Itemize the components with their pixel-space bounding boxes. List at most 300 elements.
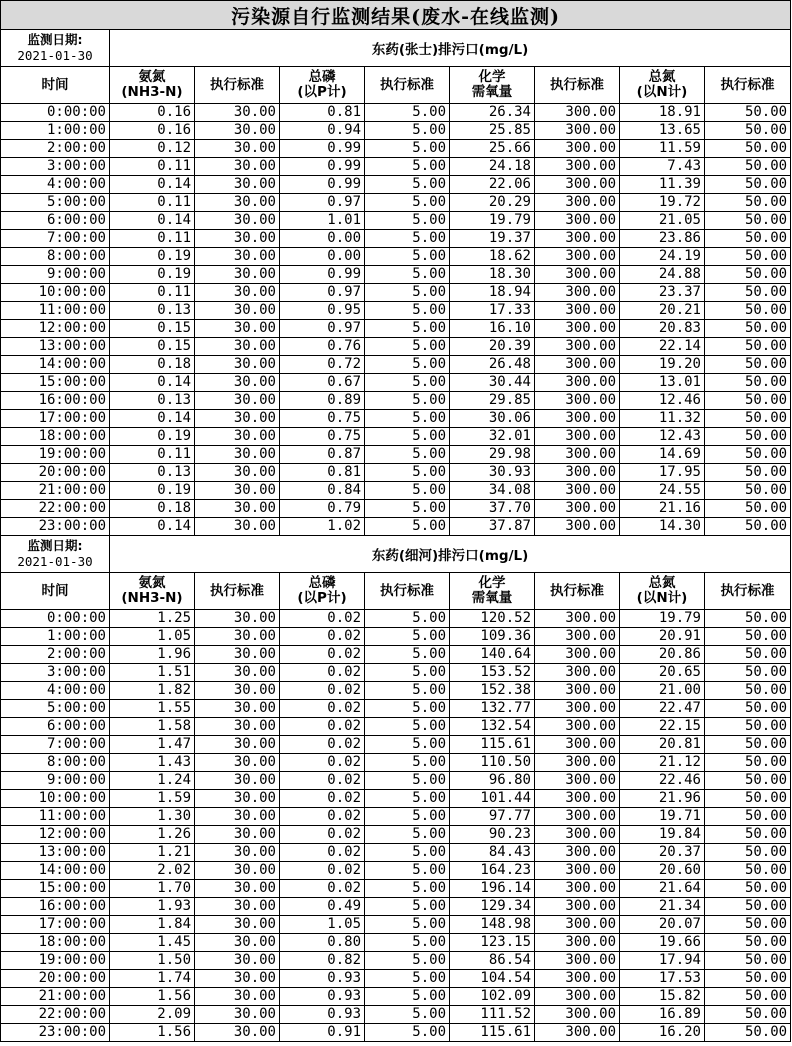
cell-cod-standard: 300.00 (535, 140, 620, 158)
cell-time: 0:00:00 (1, 610, 110, 628)
cell-tn: 20.86 (620, 646, 705, 664)
cell-time: 21:00:00 (1, 988, 110, 1006)
cell-tn: 19.72 (620, 194, 705, 212)
cell-tp: 0.02 (280, 826, 365, 844)
cell-cod: 19.79 (450, 212, 535, 230)
cell-nh3: 1.56 (110, 988, 195, 1006)
cell-nh3-standard: 30.00 (195, 934, 280, 952)
cell-tp: 0.95 (280, 302, 365, 320)
header-standard (365, 573, 450, 610)
cell-cod-standard: 300.00 (535, 682, 620, 700)
cell-nh3-standard: 30.00 (195, 1006, 280, 1024)
cell-nh3: 1.43 (110, 754, 195, 772)
cell-tn: 21.16 (620, 500, 705, 518)
cell-nh3: 0.15 (110, 338, 195, 356)
header-standard (535, 573, 620, 610)
header-tp-line-2: (以P计) (297, 590, 347, 606)
cell-tp: 0.67 (280, 374, 365, 392)
cell-tn-standard: 50.00 (705, 392, 791, 410)
table-row (1, 880, 791, 898)
cell-nh3: 0.12 (110, 140, 195, 158)
cell-cod: 20.39 (450, 338, 535, 356)
cell-tn: 19.79 (620, 610, 705, 628)
cell-cod: 30.93 (450, 464, 535, 482)
cell-tp-standard: 5.00 (365, 970, 450, 988)
cell-cod: 164.23 (450, 862, 535, 880)
cell-tn-standard: 50.00 (705, 464, 791, 482)
cell-cod: 152.38 (450, 682, 535, 700)
table-row (1, 248, 791, 266)
header-standard (195, 67, 280, 104)
cell-tp: 1.02 (280, 518, 365, 536)
cell-tn: 21.00 (620, 682, 705, 700)
cell-nh3-standard: 30.00 (195, 140, 280, 158)
header-tp-line-2: (以P计) (297, 84, 347, 100)
cell-nh3: 1.05 (110, 628, 195, 646)
cell-tp-standard: 5.00 (365, 952, 450, 970)
cell-time: 18:00:00 (1, 428, 110, 446)
cell-cod-standard: 300.00 (535, 212, 620, 230)
cell-nh3: 0.16 (110, 122, 195, 140)
cell-tp: 0.81 (280, 104, 365, 122)
header-standard-line-1: 执行标准 (550, 76, 604, 93)
cell-tp: 0.00 (280, 230, 365, 248)
cell-tn: 23.86 (620, 230, 705, 248)
table-row (1, 844, 791, 862)
cell-tn: 17.95 (620, 464, 705, 482)
cell-tp: 0.02 (280, 862, 365, 880)
cell-cod-standard: 300.00 (535, 736, 620, 754)
cell-cod: 104.54 (450, 970, 535, 988)
cell-tp: 0.02 (280, 772, 365, 790)
cell-time: 10:00:00 (1, 790, 110, 808)
table-row (1, 356, 791, 374)
cell-tn: 20.91 (620, 628, 705, 646)
cell-nh3: 1.25 (110, 610, 195, 628)
cell-tp: 1.05 (280, 916, 365, 934)
cell-tp-standard: 5.00 (365, 158, 450, 176)
cell-time: 7:00:00 (1, 736, 110, 754)
cell-tn-standard: 50.00 (705, 446, 791, 464)
table-row (1, 410, 791, 428)
cell-nh3-standard: 30.00 (195, 970, 280, 988)
cell-tn: 13.01 (620, 374, 705, 392)
cell-nh3: 1.45 (110, 934, 195, 952)
cell-nh3: 1.55 (110, 700, 195, 718)
cell-cod: 86.54 (450, 952, 535, 970)
cell-nh3-standard: 30.00 (195, 898, 280, 916)
cell-nh3-standard: 30.00 (195, 862, 280, 880)
cell-cod-standard: 300.00 (535, 176, 620, 194)
header-standard-line-1: 执行标准 (210, 582, 264, 599)
table-row (1, 934, 791, 952)
table-row (1, 266, 791, 284)
header-nh3 (110, 573, 195, 610)
cell-tp-standard: 5.00 (365, 482, 450, 500)
cell-time: 1:00:00 (1, 122, 110, 140)
cell-tn-standard: 50.00 (705, 158, 791, 176)
cell-tn-standard: 50.00 (705, 772, 791, 790)
cell-time: 17:00:00 (1, 916, 110, 934)
header-standard (195, 573, 280, 610)
cell-cod: 26.34 (450, 104, 535, 122)
cell-tp-standard: 5.00 (365, 682, 450, 700)
cell-time: 11:00:00 (1, 808, 110, 826)
header-cod-line-2: 需氧量 (471, 590, 513, 606)
cell-tp-standard: 5.00 (365, 934, 450, 952)
cell-tn: 21.05 (620, 212, 705, 230)
table-row (1, 518, 791, 536)
cell-tp: 0.99 (280, 176, 365, 194)
cell-cod-standard: 300.00 (535, 320, 620, 338)
cell-nh3-standard: 30.00 (195, 500, 280, 518)
cell-time: 3:00:00 (1, 158, 110, 176)
cell-tn-standard: 50.00 (705, 302, 791, 320)
cell-cod: 22.06 (450, 176, 535, 194)
cell-nh3: 2.09 (110, 1006, 195, 1024)
cell-time: 5:00:00 (1, 194, 110, 212)
cell-nh3: 0.11 (110, 446, 195, 464)
table-row (1, 790, 791, 808)
cell-tp: 0.02 (280, 682, 365, 700)
cell-tp: 0.99 (280, 140, 365, 158)
cell-cod: 196.14 (450, 880, 535, 898)
cell-tp: 0.72 (280, 356, 365, 374)
cell-time: 2:00:00 (1, 140, 110, 158)
cell-cod: 32.01 (450, 428, 535, 446)
cell-time: 21:00:00 (1, 482, 110, 500)
cell-nh3-standard: 30.00 (195, 248, 280, 266)
cell-time: 6:00:00 (1, 718, 110, 736)
cell-cod-standard: 300.00 (535, 844, 620, 862)
cell-tp: 0.76 (280, 338, 365, 356)
table-row (1, 862, 791, 880)
cell-cod-standard: 300.00 (535, 808, 620, 826)
cell-tn: 22.47 (620, 700, 705, 718)
cell-tp: 0.97 (280, 194, 365, 212)
cell-time: 18:00:00 (1, 934, 110, 952)
cell-tn-standard: 50.00 (705, 988, 791, 1006)
cell-nh3-standard: 30.00 (195, 392, 280, 410)
cell-cod-standard: 300.00 (535, 356, 620, 374)
cell-nh3-standard: 30.00 (195, 1024, 280, 1042)
header-time-line-1: 时间 (41, 76, 69, 93)
cell-tp: 0.02 (280, 880, 365, 898)
cell-time: 15:00:00 (1, 880, 110, 898)
cell-cod-standard: 300.00 (535, 230, 620, 248)
cell-tp-standard: 5.00 (365, 754, 450, 772)
cell-cod-standard: 300.00 (535, 374, 620, 392)
cell-nh3-standard: 30.00 (195, 682, 280, 700)
cell-nh3: 0.18 (110, 356, 195, 374)
header-nh3-line-1: 氨氮 (138, 69, 166, 85)
cell-cod-standard: 300.00 (535, 1024, 620, 1042)
cell-tp: 0.82 (280, 952, 365, 970)
cell-nh3-standard: 30.00 (195, 952, 280, 970)
header-tn (620, 573, 705, 610)
cell-nh3-standard: 30.00 (195, 356, 280, 374)
table-row (1, 808, 791, 826)
cell-nh3: 0.18 (110, 500, 195, 518)
cell-time: 1:00:00 (1, 628, 110, 646)
cell-time: 8:00:00 (1, 754, 110, 772)
cell-tn-standard: 50.00 (705, 1006, 791, 1024)
cell-cod-standard: 300.00 (535, 428, 620, 446)
cell-tn-standard: 50.00 (705, 826, 791, 844)
cell-tp-standard: 5.00 (365, 320, 450, 338)
table-row (1, 1024, 791, 1042)
cell-tn: 13.65 (620, 122, 705, 140)
cell-tp-standard: 5.00 (365, 1024, 450, 1042)
cell-nh3: 0.14 (110, 374, 195, 392)
cell-tp: 0.97 (280, 320, 365, 338)
cell-nh3-standard: 30.00 (195, 700, 280, 718)
cell-tp-standard: 5.00 (365, 610, 450, 628)
cell-tn-standard: 50.00 (705, 610, 791, 628)
cell-tn-standard: 50.00 (705, 970, 791, 988)
cell-cod: 120.52 (450, 610, 535, 628)
cell-nh3: 0.14 (110, 518, 195, 536)
cell-tp-standard: 5.00 (365, 844, 450, 862)
cell-nh3-standard: 30.00 (195, 610, 280, 628)
cell-time: 2:00:00 (1, 646, 110, 664)
cell-tn-standard: 50.00 (705, 104, 791, 122)
cell-tn: 16.20 (620, 1024, 705, 1042)
cell-time: 23:00:00 (1, 518, 110, 536)
cell-cod: 110.50 (450, 754, 535, 772)
table-row (1, 392, 791, 410)
date-value: 2021-01-30 (17, 48, 93, 63)
cell-tn: 20.21 (620, 302, 705, 320)
cell-cod: 109.36 (450, 628, 535, 646)
cell-tp-standard: 5.00 (365, 736, 450, 754)
cell-cod: 18.30 (450, 266, 535, 284)
cell-nh3-standard: 30.00 (195, 880, 280, 898)
header-tp-line-1: 总磷 (308, 575, 336, 591)
cell-nh3-standard: 30.00 (195, 790, 280, 808)
cell-cod-standard: 300.00 (535, 482, 620, 500)
cell-cod: 18.94 (450, 284, 535, 302)
cell-cod-standard: 300.00 (535, 664, 620, 682)
cell-nh3: 0.19 (110, 248, 195, 266)
cell-tn-standard: 50.00 (705, 266, 791, 284)
cell-tn: 21.64 (620, 880, 705, 898)
cell-tp-standard: 5.00 (365, 230, 450, 248)
header-tn-line-1: 总氮 (648, 69, 676, 85)
cell-tp-standard: 5.00 (365, 356, 450, 374)
cell-tn-standard: 50.00 (705, 356, 791, 374)
cell-nh3: 1.26 (110, 826, 195, 844)
cell-tn-standard: 50.00 (705, 500, 791, 518)
table-row (1, 772, 791, 790)
cell-time: 19:00:00 (1, 446, 110, 464)
cell-tn: 11.39 (620, 176, 705, 194)
cell-tp: 0.00 (280, 248, 365, 266)
cell-tp-standard: 5.00 (365, 646, 450, 664)
cell-tn: 18.91 (620, 104, 705, 122)
cell-tp-standard: 5.00 (365, 122, 450, 140)
report-title: 污染源自行监测结果(废水-在线监测) (1, 1, 791, 30)
cell-cod-standard: 300.00 (535, 194, 620, 212)
cell-cod: 101.44 (450, 790, 535, 808)
table-row (1, 320, 791, 338)
cell-nh3-standard: 30.00 (195, 428, 280, 446)
header-tn-line-1: 总氮 (648, 575, 676, 591)
table-row (1, 194, 791, 212)
cell-tp-standard: 5.00 (365, 916, 450, 934)
section-header-row (1, 536, 791, 573)
cell-cod: 26.48 (450, 356, 535, 374)
cell-nh3-standard: 30.00 (195, 230, 280, 248)
table-row (1, 898, 791, 916)
cell-cod: 25.85 (450, 122, 535, 140)
cell-tn-standard: 50.00 (705, 212, 791, 230)
cell-cod-standard: 300.00 (535, 772, 620, 790)
cell-nh3-standard: 30.00 (195, 844, 280, 862)
cell-time: 16:00:00 (1, 392, 110, 410)
cell-tn: 20.83 (620, 320, 705, 338)
cell-nh3: 0.14 (110, 410, 195, 428)
cell-tp-standard: 5.00 (365, 700, 450, 718)
cell-time: 12:00:00 (1, 826, 110, 844)
header-time (1, 573, 110, 610)
cell-cod: 123.15 (450, 934, 535, 952)
cell-tn: 23.37 (620, 284, 705, 302)
cell-tn-standard: 50.00 (705, 916, 791, 934)
cell-cod: 96.80 (450, 772, 535, 790)
cell-cod-standard: 300.00 (535, 464, 620, 482)
cell-tp: 0.02 (280, 790, 365, 808)
cell-tn: 24.19 (620, 248, 705, 266)
cell-nh3-standard: 30.00 (195, 482, 280, 500)
title-row (1, 1, 791, 30)
cell-nh3: 0.13 (110, 302, 195, 320)
monitoring-date (1, 536, 110, 573)
cell-nh3: 0.11 (110, 158, 195, 176)
cell-tn: 14.69 (620, 446, 705, 464)
header-standard-line-1: 执行标准 (720, 582, 775, 599)
cell-cod: 30.06 (450, 410, 535, 428)
cell-cod: 129.34 (450, 898, 535, 916)
cell-tn-standard: 50.00 (705, 1024, 791, 1042)
cell-cod-standard: 300.00 (535, 790, 620, 808)
table-row (1, 970, 791, 988)
cell-tn-standard: 50.00 (705, 718, 791, 736)
header-standard (535, 67, 620, 104)
cell-nh3: 0.11 (110, 284, 195, 302)
cell-tp: 0.02 (280, 754, 365, 772)
cell-tn: 20.60 (620, 862, 705, 880)
cell-tn: 24.55 (620, 482, 705, 500)
cell-tp: 0.99 (280, 266, 365, 284)
cell-tp-standard: 5.00 (365, 410, 450, 428)
cell-tp: 0.02 (280, 664, 365, 682)
cell-time: 16:00:00 (1, 898, 110, 916)
header-standard-line-1: 执行标准 (380, 76, 434, 93)
cell-time: 8:00:00 (1, 248, 110, 266)
table-row (1, 122, 791, 140)
header-tp-line-1: 总磷 (308, 69, 336, 85)
cell-tp: 0.89 (280, 392, 365, 410)
header-cod-line-1: 化学 (478, 575, 506, 591)
cell-time: 20:00:00 (1, 970, 110, 988)
cell-tp: 0.97 (280, 284, 365, 302)
header-tn-line-2: (以N计) (636, 84, 688, 100)
cell-cod-standard: 300.00 (535, 122, 620, 140)
cell-nh3-standard: 30.00 (195, 320, 280, 338)
header-standard (705, 573, 791, 610)
cell-nh3: 2.02 (110, 862, 195, 880)
cell-cod: 24.18 (450, 158, 535, 176)
cell-cod: 115.61 (450, 1024, 535, 1042)
cell-nh3-standard: 30.00 (195, 988, 280, 1006)
table-row (1, 158, 791, 176)
header-standard (365, 67, 450, 104)
cell-tp: 0.80 (280, 934, 365, 952)
cell-nh3-standard: 30.00 (195, 176, 280, 194)
cell-nh3: 1.70 (110, 880, 195, 898)
cell-tp-standard: 5.00 (365, 248, 450, 266)
cell-tn-standard: 50.00 (705, 194, 791, 212)
cell-tn-standard: 50.00 (705, 736, 791, 754)
cell-nh3-standard: 30.00 (195, 446, 280, 464)
cell-time: 22:00:00 (1, 1006, 110, 1024)
cell-cod: 17.33 (450, 302, 535, 320)
header-cod (450, 573, 535, 610)
cell-nh3-standard: 30.00 (195, 646, 280, 664)
cell-time: 13:00:00 (1, 844, 110, 862)
table-row (1, 140, 791, 158)
cell-cod-standard: 300.00 (535, 718, 620, 736)
header-standard-line-1: 执行标准 (210, 76, 264, 93)
cell-tp-standard: 5.00 (365, 898, 450, 916)
table-row (1, 826, 791, 844)
cell-cod-standard: 300.00 (535, 862, 620, 880)
cell-cod: 29.98 (450, 446, 535, 464)
cell-tp-standard: 5.00 (365, 266, 450, 284)
cell-time: 9:00:00 (1, 772, 110, 790)
cell-tp: 0.02 (280, 610, 365, 628)
cell-tp: 0.02 (280, 700, 365, 718)
table-body (1, 1, 791, 1042)
table-row (1, 682, 791, 700)
cell-time: 3:00:00 (1, 664, 110, 682)
cell-tp: 0.93 (280, 1006, 365, 1024)
cell-tp-standard: 5.00 (365, 338, 450, 356)
cell-cod-standard: 300.00 (535, 970, 620, 988)
header-time (1, 67, 110, 104)
cell-tp: 0.81 (280, 464, 365, 482)
cell-tn-standard: 50.00 (705, 952, 791, 970)
cell-time: 20:00:00 (1, 464, 110, 482)
cell-nh3-standard: 30.00 (195, 104, 280, 122)
table-row (1, 916, 791, 934)
cell-nh3: 0.15 (110, 320, 195, 338)
cell-tp: 0.94 (280, 122, 365, 140)
cell-tn: 12.46 (620, 392, 705, 410)
cell-cod: 34.08 (450, 482, 535, 500)
cell-tn: 21.34 (620, 898, 705, 916)
cell-nh3-standard: 30.00 (195, 754, 280, 772)
cell-nh3: 1.84 (110, 916, 195, 934)
cell-tn-standard: 50.00 (705, 682, 791, 700)
cell-cod-standard: 300.00 (535, 338, 620, 356)
cell-tn: 24.88 (620, 266, 705, 284)
cell-tp-standard: 5.00 (365, 176, 450, 194)
cell-tp-standard: 5.00 (365, 518, 450, 536)
outlet-name: 东药(细河)排污口(mg/L) (110, 536, 791, 573)
cell-nh3-standard: 30.00 (195, 338, 280, 356)
